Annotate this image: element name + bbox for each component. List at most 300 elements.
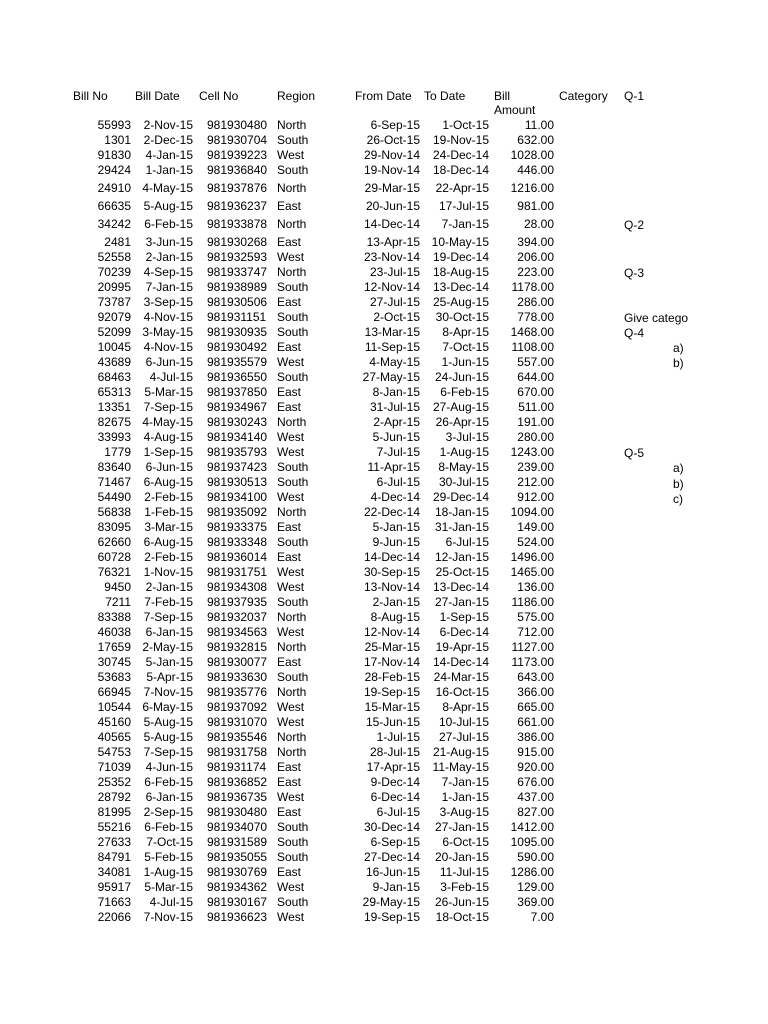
cell-from-date: 22-Dec-14 <box>363 505 420 519</box>
cell-bill-no: 25352 <box>97 775 131 789</box>
table-row <box>0 760 768 774</box>
cell-region: South <box>277 475 309 489</box>
header-cell-no: Cell No <box>199 89 239 103</box>
cell-cell-no: 981937876 <box>207 181 268 195</box>
cell-to-date: 1-Aug-15 <box>439 445 489 459</box>
cell-bill-date: 2-Feb-15 <box>144 490 193 504</box>
cell-to-date: 19-Dec-14 <box>432 250 489 264</box>
cell-to-date: 8-May-15 <box>438 460 489 474</box>
note-q4-b: b) <box>673 356 684 370</box>
cell-region: West <box>277 355 305 369</box>
cell-cell-no: 981936237 <box>207 199 268 213</box>
cell-to-date: 21-Aug-15 <box>432 745 489 759</box>
cell-cell-no: 981937935 <box>207 595 268 609</box>
cell-from-date: 13-Apr-15 <box>366 235 420 249</box>
cell-region: West <box>277 250 305 264</box>
table-row <box>0 505 768 519</box>
cell-bill-amount: 386.00 <box>517 730 554 744</box>
cell-bill-no: 71467 <box>97 475 131 489</box>
cell-to-date: 27-Aug-15 <box>432 400 489 414</box>
cell-bill-no: 91830 <box>97 148 131 162</box>
cell-to-date: 8-Apr-15 <box>442 700 489 714</box>
cell-to-date: 29-Dec-14 <box>432 490 489 504</box>
cell-bill-date: 7-Sep-15 <box>143 400 193 414</box>
cell-from-date: 2-Jan-15 <box>372 595 420 609</box>
cell-cell-no: 981936623 <box>207 910 268 924</box>
cell-from-date: 14-Dec-14 <box>363 550 420 564</box>
cell-bill-no: 45160 <box>97 715 131 729</box>
cell-to-date: 25-Oct-15 <box>435 565 489 579</box>
cell-region: North <box>277 118 307 132</box>
cell-bill-date: 5-Mar-15 <box>144 880 193 894</box>
table-row <box>0 610 768 624</box>
cell-bill-date: 4-Aug-15 <box>143 430 193 444</box>
cell-bill-no: 52558 <box>97 250 131 264</box>
cell-from-date: 19-Nov-14 <box>363 163 420 177</box>
cell-region: South <box>277 850 309 864</box>
cell-bill-amount: 827.00 <box>517 805 554 819</box>
cell-to-date: 13-Dec-14 <box>432 280 489 294</box>
cell-bill-date: 5-Feb-15 <box>144 850 193 864</box>
cell-from-date: 27-Dec-14 <box>363 850 420 864</box>
cell-bill-date: 1-Jan-15 <box>145 163 193 177</box>
cell-bill-no: 9450 <box>104 580 131 594</box>
cell-bill-amount: 1286.00 <box>510 865 554 879</box>
cell-to-date: 10-May-15 <box>431 235 489 249</box>
cell-from-date: 4-Dec-14 <box>370 490 420 504</box>
cell-bill-date: 4-May-15 <box>142 415 193 429</box>
cell-from-date: 14-Dec-14 <box>363 217 420 231</box>
cell-bill-date: 7-Nov-15 <box>143 685 193 699</box>
cell-region: East <box>277 520 302 534</box>
cell-from-date: 7-Jul-15 <box>376 445 420 459</box>
cell-cell-no: 981937092 <box>207 700 268 714</box>
cell-bill-amount: 7.00 <box>530 910 554 924</box>
cell-region: South <box>277 310 309 324</box>
table-row <box>0 163 768 177</box>
cell-from-date: 31-Jul-15 <box>369 400 420 414</box>
cell-bill-amount: 1028.00 <box>510 148 554 162</box>
header-region: Region <box>277 89 316 103</box>
cell-bill-date: 4-Jul-15 <box>149 370 193 384</box>
cell-bill-amount: 632.00 <box>517 133 554 147</box>
cell-bill-no: 84791 <box>97 850 131 864</box>
cell-bill-amount: 1216.00 <box>510 181 554 195</box>
cell-cell-no: 981936735 <box>207 790 268 804</box>
cell-bill-no: 66945 <box>97 685 131 699</box>
cell-region: East <box>277 775 302 789</box>
cell-region: North <box>277 505 307 519</box>
cell-from-date: 2-Oct-15 <box>373 310 420 324</box>
cell-bill-amount: 28.00 <box>523 217 554 231</box>
cell-from-date: 15-Jun-15 <box>365 715 420 729</box>
note-q2: Q-2 <box>624 218 645 232</box>
cell-bill-date: 5-Aug-15 <box>143 199 193 213</box>
cell-bill-no: 70239 <box>97 265 131 279</box>
cell-cell-no: 981933348 <box>207 535 268 549</box>
cell-to-date: 11-May-15 <box>432 760 489 774</box>
cell-bill-no: 54490 <box>97 490 131 504</box>
table-row <box>0 370 768 384</box>
cell-bill-date: 5-Aug-15 <box>143 730 193 744</box>
cell-to-date: 12-Jan-15 <box>434 550 489 564</box>
cell-from-date: 29-Nov-14 <box>363 148 420 162</box>
cell-from-date: 28-Feb-15 <box>364 670 420 684</box>
cell-bill-date: 1-Sep-15 <box>143 445 193 459</box>
cell-to-date: 14-Dec-14 <box>432 655 489 669</box>
cell-bill-amount: 676.00 <box>517 775 554 789</box>
cell-bill-no: 81995 <box>97 805 131 819</box>
table-row <box>0 640 768 654</box>
cell-from-date: 11-Apr-15 <box>367 460 420 474</box>
cell-cell-no: 981936550 <box>207 370 268 384</box>
cell-to-date: 30-Oct-15 <box>435 310 489 324</box>
table-row <box>0 775 768 789</box>
cell-region: South <box>277 325 309 339</box>
cell-bill-date: 3-May-15 <box>142 325 193 339</box>
table-row <box>0 181 768 195</box>
cell-bill-amount: 524.00 <box>517 535 554 549</box>
cell-bill-no: 7211 <box>105 595 131 609</box>
cell-bill-no: 71039 <box>97 760 131 774</box>
cell-region: North <box>277 730 307 744</box>
cell-from-date: 25-Mar-15 <box>364 640 420 654</box>
cell-region: West <box>277 715 305 729</box>
cell-bill-amount: 1173.00 <box>511 655 554 669</box>
header-bill-date: Bill Date <box>135 89 180 103</box>
cell-region: East <box>277 865 302 879</box>
cell-bill-no: 30745 <box>97 655 131 669</box>
cell-from-date: 29-May-15 <box>362 895 420 909</box>
cell-bill-no: 52099 <box>97 325 131 339</box>
cell-bill-date: 4-Jun-15 <box>145 760 193 774</box>
cell-cell-no: 981934070 <box>207 820 268 834</box>
cell-bill-no: 56838 <box>97 505 131 519</box>
table-row <box>0 148 768 162</box>
cell-region: North <box>277 181 307 195</box>
cell-bill-date: 4-Nov-15 <box>143 310 193 324</box>
cell-bill-date: 6-Feb-15 <box>144 217 193 231</box>
cell-bill-date: 7-Jan-15 <box>145 280 193 294</box>
cell-bill-no: 83388 <box>97 610 131 624</box>
cell-bill-amount: 437.00 <box>517 790 554 804</box>
cell-bill-date: 4-Jan-15 <box>145 148 193 162</box>
cell-cell-no: 981934308 <box>207 580 268 594</box>
cell-bill-amount: 915.00 <box>517 745 554 759</box>
cell-cell-no: 981935776 <box>207 685 268 699</box>
cell-cell-no: 981931151 <box>207 310 267 324</box>
table-row <box>0 625 768 639</box>
cell-bill-no: 60728 <box>97 550 131 564</box>
cell-cell-no: 981930513 <box>207 475 268 489</box>
cell-bill-no: 24910 <box>97 181 131 195</box>
cell-region: North <box>277 745 307 759</box>
table-row <box>0 880 768 894</box>
table-row <box>0 355 768 369</box>
cell-bill-amount: 511.00 <box>518 400 554 414</box>
cell-cell-no: 981934100 <box>207 490 268 504</box>
table-row <box>0 475 768 489</box>
table-row <box>0 460 768 474</box>
cell-bill-no: 53683 <box>97 670 131 684</box>
cell-cell-no: 981932815 <box>207 640 268 654</box>
cell-to-date: 13-Dec-14 <box>432 580 489 594</box>
cell-from-date: 8-Jan-15 <box>372 385 420 399</box>
cell-region: West <box>277 700 305 714</box>
cell-from-date: 19-Sep-15 <box>363 910 420 924</box>
table-row <box>0 217 768 231</box>
cell-to-date: 11-Jul-15 <box>439 865 489 879</box>
cell-to-date: 30-Jul-15 <box>438 475 489 489</box>
cell-cell-no: 981935546 <box>207 730 268 744</box>
cell-region: West <box>277 580 305 594</box>
cell-region: North <box>277 610 307 624</box>
cell-from-date: 6-Dec-14 <box>370 790 420 804</box>
cell-from-date: 19-Sep-15 <box>363 685 420 699</box>
cell-bill-date: 2-Dec-15 <box>143 133 193 147</box>
cell-region: North <box>277 217 307 231</box>
cell-bill-amount: 557.00 <box>517 355 554 369</box>
cell-cell-no: 981936840 <box>207 163 268 177</box>
cell-to-date: 6-Oct-15 <box>442 835 489 849</box>
cell-to-date: 1-Oct-15 <box>442 118 489 132</box>
cell-cell-no: 981931070 <box>207 715 268 729</box>
cell-bill-date: 3-Jun-15 <box>145 235 193 249</box>
cell-cell-no: 981930506 <box>207 295 268 309</box>
cell-bill-date: 6-Jan-15 <box>145 625 193 639</box>
note-give-category: Give catego <box>624 311 688 325</box>
cell-from-date: 5-Jan-15 <box>372 520 420 534</box>
cell-region: South <box>277 535 309 549</box>
cell-cell-no: 981935092 <box>207 505 268 519</box>
table-row <box>0 655 768 669</box>
cell-bill-amount: 1108.00 <box>511 340 554 354</box>
cell-from-date: 15-Mar-15 <box>364 700 420 714</box>
table-row <box>0 670 768 684</box>
header-bill-amount-line2: Amount <box>494 103 536 117</box>
cell-from-date: 12-Nov-14 <box>363 625 420 639</box>
cell-bill-no: 34242 <box>97 217 131 231</box>
cell-cell-no: 981933878 <box>207 217 268 231</box>
cell-bill-date: 4-Sep-15 <box>143 265 193 279</box>
cell-region: West <box>277 625 305 639</box>
cell-cell-no: 981930769 <box>207 865 268 879</box>
cell-region: North <box>277 640 307 654</box>
cell-bill-no: 73787 <box>97 295 131 309</box>
cell-bill-no: 1779 <box>104 445 131 459</box>
cell-cell-no: 981930480 <box>207 118 268 132</box>
cell-from-date: 6-Sep-15 <box>370 118 420 132</box>
cell-bill-no: 83640 <box>97 460 131 474</box>
cell-from-date: 9-Jan-15 <box>372 880 420 894</box>
cell-region: East <box>277 340 302 354</box>
cell-bill-date: 6-Jan-15 <box>145 790 193 804</box>
cell-bill-no: 76321 <box>97 565 131 579</box>
cell-region: North <box>277 415 307 429</box>
cell-from-date: 30-Dec-14 <box>363 820 420 834</box>
cell-bill-amount: 778.00 <box>517 310 554 324</box>
cell-bill-date: 6-Feb-15 <box>144 775 193 789</box>
cell-from-date: 30-Sep-15 <box>363 565 420 579</box>
cell-bill-date: 5-Mar-15 <box>144 385 193 399</box>
cell-cell-no: 981933747 <box>207 265 268 279</box>
cell-to-date: 1-Jun-15 <box>441 355 489 369</box>
cell-cell-no: 981936852 <box>207 775 268 789</box>
table-row <box>0 595 768 609</box>
note-q5-b: b) <box>673 477 684 491</box>
cell-cell-no: 981930704 <box>207 133 268 147</box>
cell-bill-no: 46038 <box>97 625 131 639</box>
cell-bill-no: 34081 <box>97 865 131 879</box>
cell-region: West <box>277 445 305 459</box>
cell-region: East <box>277 550 302 564</box>
table-row <box>0 415 768 429</box>
cell-bill-date: 6-May-15 <box>142 700 193 714</box>
table-row <box>0 865 768 879</box>
cell-bill-date: 4-May-15 <box>142 181 193 195</box>
cell-from-date: 6-Sep-15 <box>370 835 420 849</box>
cell-bill-no: 29424 <box>97 163 131 177</box>
cell-bill-amount: 369.00 <box>517 895 554 909</box>
cell-region: East <box>277 385 302 399</box>
cell-from-date: 16-Jun-15 <box>365 865 420 879</box>
cell-from-date: 4-May-15 <box>369 355 420 369</box>
cell-bill-amount: 1243.00 <box>510 445 554 459</box>
cell-cell-no: 981930480 <box>207 805 268 819</box>
table-row <box>0 295 768 309</box>
cell-cell-no: 981931751 <box>207 565 268 579</box>
cell-to-date: 24-Dec-14 <box>432 148 489 162</box>
cell-cell-no: 981934967 <box>207 400 268 414</box>
cell-to-date: 3-Feb-15 <box>440 880 489 894</box>
cell-bill-no: 40565 <box>97 730 131 744</box>
cell-to-date: 3-Aug-15 <box>439 805 489 819</box>
table-row <box>0 265 768 279</box>
cell-bill-no: 22066 <box>97 910 131 924</box>
cell-to-date: 18-Jan-15 <box>434 505 489 519</box>
cell-to-date: 18-Dec-14 <box>432 163 489 177</box>
cell-bill-date: 7-Feb-15 <box>144 595 193 609</box>
table-row <box>0 910 768 924</box>
table-row <box>0 565 768 579</box>
cell-bill-no: 82675 <box>97 415 131 429</box>
cell-bill-amount: 394.00 <box>517 235 554 249</box>
cell-bill-date: 2-Jan-15 <box>145 250 193 264</box>
cell-from-date: 27-May-15 <box>362 370 420 384</box>
table-row <box>0 580 768 594</box>
cell-bill-date: 2-Jan-15 <box>145 580 193 594</box>
cell-to-date: 18-Oct-15 <box>435 910 489 924</box>
cell-cell-no: 981934362 <box>207 880 268 894</box>
cell-bill-amount: 981.00 <box>517 199 554 213</box>
cell-region: South <box>277 595 309 609</box>
header-from-date: From Date <box>355 89 412 103</box>
cell-region: East <box>277 400 302 414</box>
cell-from-date: 5-Jun-15 <box>372 430 420 444</box>
cell-cell-no: 981935579 <box>207 355 268 369</box>
cell-cell-no: 981930167 <box>207 895 268 909</box>
cell-bill-amount: 670.00 <box>517 385 554 399</box>
cell-from-date: 11-Sep-15 <box>364 340 420 354</box>
cell-region: West <box>277 565 305 579</box>
cell-bill-amount: 575.00 <box>517 610 554 624</box>
cell-region: West <box>277 790 305 804</box>
cell-bill-amount: 1468.00 <box>510 325 554 339</box>
cell-region: South <box>277 670 309 684</box>
cell-cell-no: 981930077 <box>207 655 268 669</box>
cell-cell-no: 981934563 <box>207 625 268 639</box>
cell-cell-no: 981931174 <box>207 760 267 774</box>
cell-bill-amount: 286.00 <box>517 295 554 309</box>
table-row <box>0 325 768 339</box>
table-row <box>0 520 768 534</box>
cell-from-date: 29-Mar-15 <box>364 181 420 195</box>
cell-bill-date: 6-Aug-15 <box>143 475 193 489</box>
cell-bill-date: 1-Feb-15 <box>144 505 193 519</box>
table-row <box>0 490 768 504</box>
cell-to-date: 24-Mar-15 <box>433 670 489 684</box>
cell-to-date: 20-Jan-15 <box>434 850 489 864</box>
cell-cell-no: 981930492 <box>207 340 268 354</box>
cell-bill-date: 4-Nov-15 <box>143 340 193 354</box>
cell-cell-no: 981933630 <box>207 670 268 684</box>
cell-bill-date: 3-Sep-15 <box>143 295 193 309</box>
cell-region: East <box>277 235 302 249</box>
cell-bill-amount: 11.00 <box>524 118 554 132</box>
cell-from-date: 17-Nov-14 <box>363 655 420 669</box>
cell-region: South <box>277 460 309 474</box>
cell-to-date: 7-Oct-15 <box>442 340 489 354</box>
table-row <box>0 835 768 849</box>
cell-bill-no: 71663 <box>97 895 131 909</box>
cell-from-date: 23-Jul-15 <box>369 265 420 279</box>
cell-from-date: 13-Nov-14 <box>363 580 420 594</box>
cell-bill-no: 33993 <box>97 430 131 444</box>
cell-bill-no: 28792 <box>97 790 131 804</box>
cell-bill-no: 83095 <box>97 520 131 534</box>
cell-bill-date: 6-Aug-15 <box>143 535 193 549</box>
cell-bill-amount: 665.00 <box>517 700 554 714</box>
cell-bill-date: 7-Nov-15 <box>143 910 193 924</box>
table-row <box>0 850 768 864</box>
cell-bill-date: 1-Aug-15 <box>143 865 193 879</box>
cell-to-date: 18-Aug-15 <box>432 265 489 279</box>
note-q5-a: a) <box>673 461 684 475</box>
cell-cell-no: 981937423 <box>207 460 268 474</box>
cell-bill-amount: 446.00 <box>517 163 554 177</box>
cell-region: South <box>277 895 309 909</box>
cell-cell-no: 981937850 <box>207 385 268 399</box>
cell-region: East <box>277 805 302 819</box>
cell-to-date: 19-Apr-15 <box>435 640 489 654</box>
cell-bill-date: 6-Jun-15 <box>145 355 193 369</box>
cell-bill-amount: 1465.00 <box>510 565 554 579</box>
cell-bill-no: 20995 <box>97 280 131 294</box>
header-category: Category <box>559 89 608 103</box>
cell-cell-no: 981933375 <box>207 520 268 534</box>
cell-region: South <box>277 133 309 147</box>
header-to-date: To Date <box>424 89 466 103</box>
cell-bill-amount: 206.00 <box>517 250 554 264</box>
cell-bill-no: 66635 <box>97 199 131 213</box>
table-row <box>0 715 768 729</box>
cell-bill-amount: 1127.00 <box>511 640 554 654</box>
cell-bill-amount: 212.00 <box>517 475 554 489</box>
cell-bill-amount: 366.00 <box>517 685 554 699</box>
cell-bill-amount: 191.00 <box>517 415 554 429</box>
cell-region: West <box>277 148 305 162</box>
cell-from-date: 20-Jun-15 <box>365 199 420 213</box>
